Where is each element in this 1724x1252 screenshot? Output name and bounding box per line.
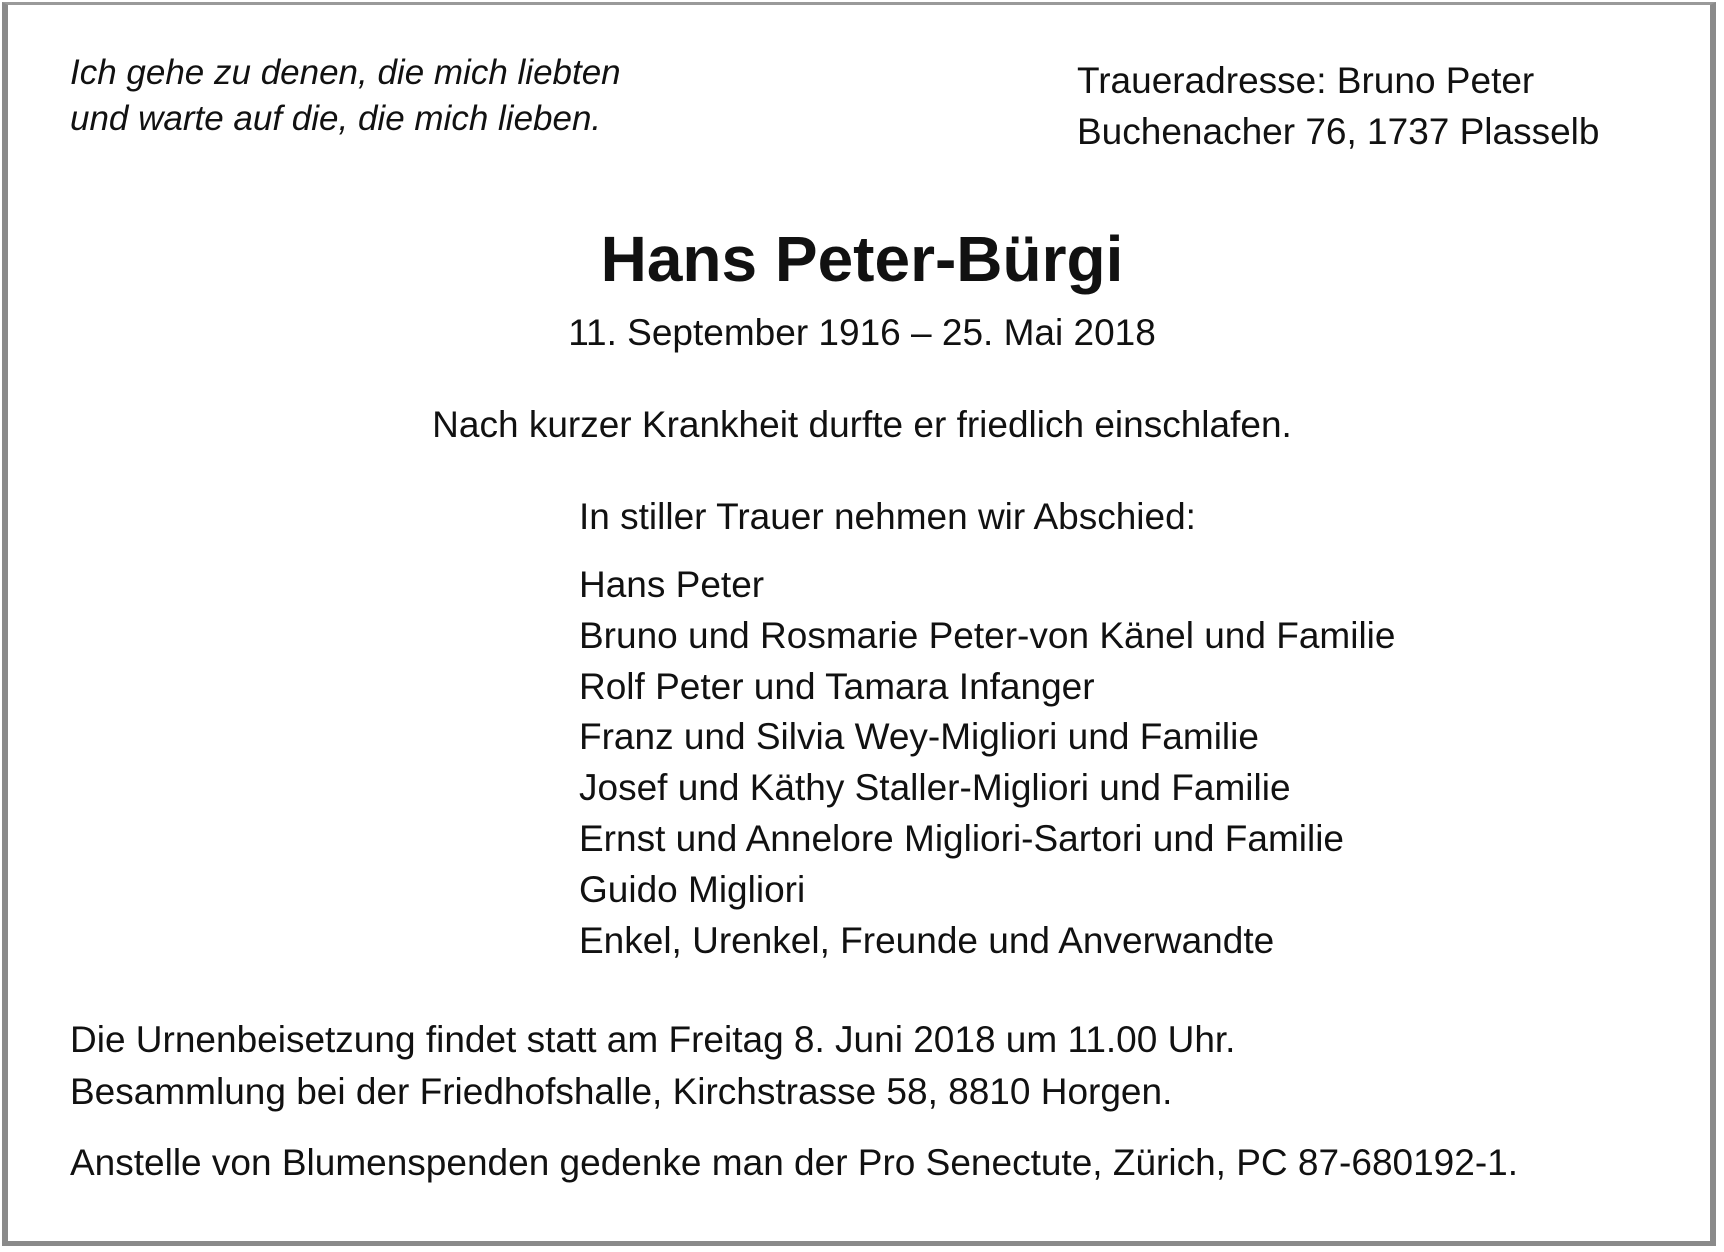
mourners-intro: In stiller Trauer nehmen wir Abschied: [579,496,1196,537]
motto-line: und warte auf die, die mich lieben. [70,99,602,138]
mourner-entry: Guido Migliori [579,868,806,910]
mourning-address [1077,55,1599,157]
mourner-entry: Bruno und Rosmarie Peter-von Känel und Familie [579,614,1396,656]
passing-statement: Nach kurzer Krankheit durfte er friedlich einschlafen. [432,404,1292,445]
ceremony-line: Die Urnenbeisetzung findet statt am Freitag 8. Juni 2018 um 11.00 Uhr. [70,1019,1236,1060]
ceremony-info [70,1014,1235,1118]
mourner-entry: Josef und Käthy Staller-Migliori und Familie [579,767,1291,809]
address-line: Buchenacher 76, 1737 Plasselb [1077,111,1600,152]
mourner-entry: Enkel, Urenkel, Freunde und Anverwandte [579,919,1275,961]
life-dates: 11. September 1916 – 25. Mai 2018 [568,312,1156,353]
mourner-entry: Hans Peter [579,564,765,605]
mourners-list [579,560,1395,966]
mourner-entry: Rolf Peter und Tamara Infanger [579,665,1095,707]
ceremony-line: Besammlung bei der Friedhofshalle, Kirchstrasse 58, 8810 Horgen. [70,1071,1173,1112]
donation-note: Anstelle von Blumenspenden gedenke man der Pro Senectute, Zürich, PC 87-680192-1. [70,1142,1519,1183]
address-line: Traueradresse: Bruno Peter [1077,60,1535,101]
motto-quote [70,50,621,142]
mourner-entry: Franz und Silvia Wey-Migliori und Familie [579,716,1259,758]
deceased-name: Hans Peter-Bürgi [600,223,1124,295]
motto-line: Ich gehe zu denen, die mich liebten [70,53,621,92]
mourner-entry: Ernst und Annelore Migliori-Sartori und Familie [579,817,1345,859]
